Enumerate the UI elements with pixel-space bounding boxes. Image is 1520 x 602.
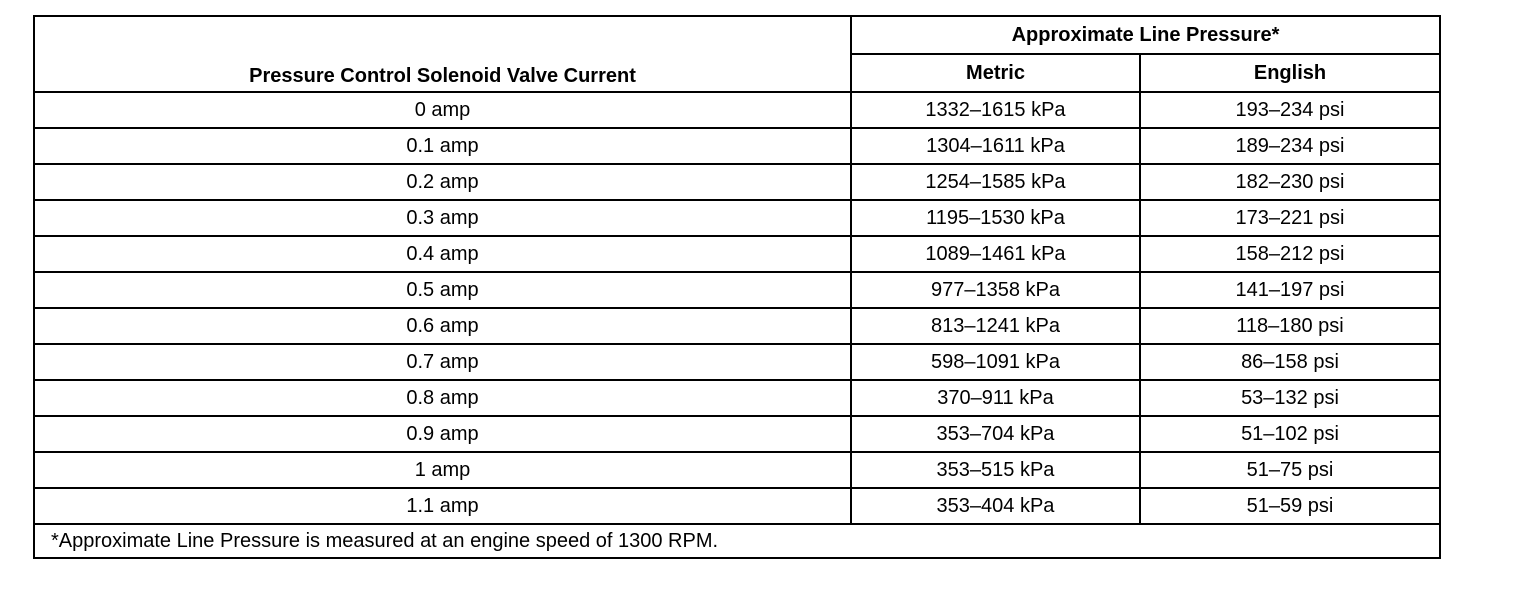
- current-cell: 1.1 amp: [34, 488, 851, 524]
- metric-cell: 1332–1615 kPa: [851, 92, 1140, 128]
- line-pressure-header: Approximate Line Pressure*: [851, 16, 1440, 54]
- english-cell: 193–234 psi: [1140, 92, 1440, 128]
- table-footer: [34, 524, 1440, 558]
- current-cell: 0.8 amp: [34, 380, 851, 416]
- table-row: [34, 200, 1440, 236]
- english-cell: 182–230 psi: [1140, 164, 1440, 200]
- current-cell: 0.9 amp: [34, 416, 851, 452]
- english-cell: 158–212 psi: [1140, 236, 1440, 272]
- table-body: [34, 92, 1440, 524]
- current-cell: 0.6 amp: [34, 308, 851, 344]
- current-cell: 0.7 amp: [34, 344, 851, 380]
- current-cell: 0.1 amp: [34, 128, 851, 164]
- header-row-1: [34, 16, 1440, 54]
- table-row: [34, 380, 1440, 416]
- metric-cell: 370–911 kPa: [851, 380, 1140, 416]
- table-row: [34, 308, 1440, 344]
- metric-cell: 1089–1461 kPa: [851, 236, 1140, 272]
- metric-cell: 1195–1530 kPa: [851, 200, 1140, 236]
- english-cell: 86–158 psi: [1140, 344, 1440, 380]
- metric-cell: 598–1091 kPa: [851, 344, 1140, 380]
- english-cell: 118–180 psi: [1140, 308, 1440, 344]
- english-cell: 51–75 psi: [1140, 452, 1440, 488]
- table-header: [34, 16, 1440, 92]
- table-row: [34, 236, 1440, 272]
- metric-cell: 353–404 kPa: [851, 488, 1140, 524]
- metric-cell: 813–1241 kPa: [851, 308, 1140, 344]
- current-cell: 0.4 amp: [34, 236, 851, 272]
- current-cell: 1 amp: [34, 452, 851, 488]
- metric-cell: 977–1358 kPa: [851, 272, 1140, 308]
- footnote-row: [34, 524, 1440, 558]
- english-column-header: English: [1140, 54, 1440, 92]
- metric-cell: 1304–1611 kPa: [851, 128, 1140, 164]
- current-cell: 0.3 amp: [34, 200, 851, 236]
- metric-cell: 353–704 kPa: [851, 416, 1140, 452]
- table-row: [34, 488, 1440, 524]
- english-cell: 51–59 psi: [1140, 488, 1440, 524]
- current-cell: 0 amp: [34, 92, 851, 128]
- line-pressure-table: [33, 15, 1441, 559]
- english-cell: 189–234 psi: [1140, 128, 1440, 164]
- english-cell: 51–102 psi: [1140, 416, 1440, 452]
- table-row: [34, 128, 1440, 164]
- table-row: [34, 416, 1440, 452]
- metric-column-header: Metric: [851, 54, 1140, 92]
- table-row: [34, 344, 1440, 380]
- english-cell: 173–221 psi: [1140, 200, 1440, 236]
- table-row: [34, 164, 1440, 200]
- metric-cell: 353–515 kPa: [851, 452, 1140, 488]
- metric-cell: 1254–1585 kPa: [851, 164, 1140, 200]
- table-row: [34, 452, 1440, 488]
- table-row: [34, 92, 1440, 128]
- current-column-header: Pressure Control Solenoid Valve Current: [34, 16, 851, 92]
- current-cell: 0.2 amp: [34, 164, 851, 200]
- current-cell: 0.5 amp: [34, 272, 851, 308]
- english-cell: 141–197 psi: [1140, 272, 1440, 308]
- footnote: *Approximate Line Pressure is measured at an engine speed of 1300 RPM.: [34, 524, 1440, 558]
- table-row: [34, 272, 1440, 308]
- english-cell: 53–132 psi: [1140, 380, 1440, 416]
